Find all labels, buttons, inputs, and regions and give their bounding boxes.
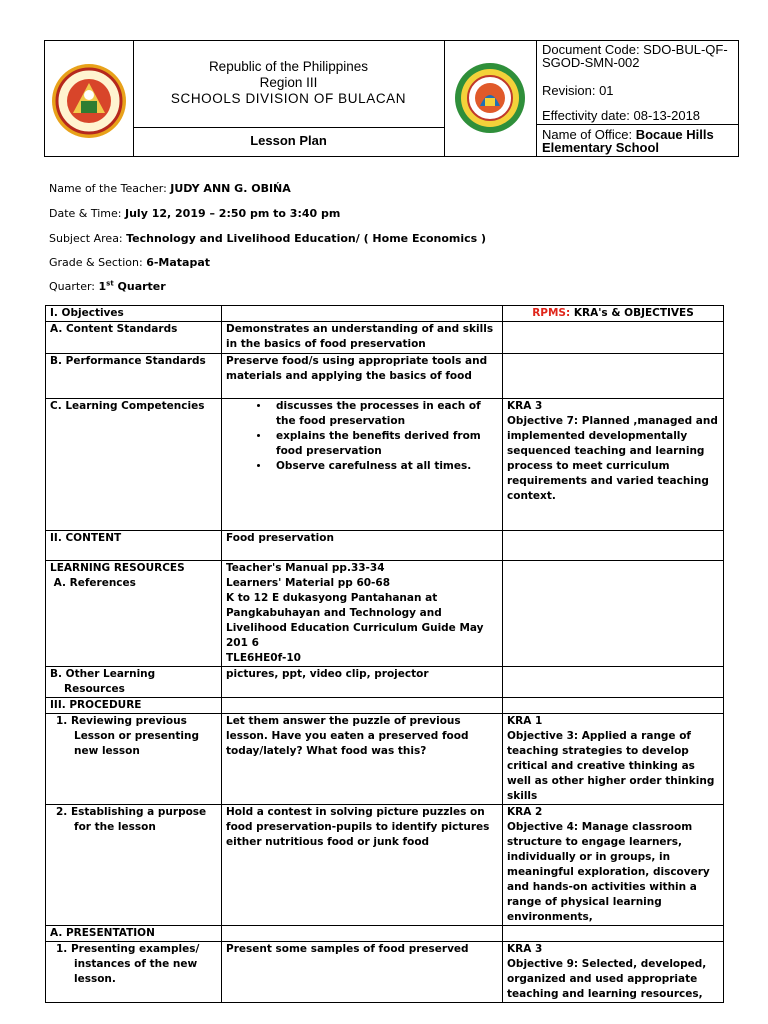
header-divider <box>444 41 445 156</box>
kra-objective: Objective 3: Applied a range of teaching strategies to develop critical and creative thinking as well as other higher order thinking skills <box>507 730 715 802</box>
kra-label: KRA 3 <box>507 400 543 412</box>
procedure-step-2: 2. Establishing a purpose for the lesson <box>46 805 222 926</box>
table-row <box>46 561 724 667</box>
learning-competencies-list <box>222 399 503 531</box>
presentation-heading: A. PRESENTATION <box>46 926 222 942</box>
reference-line: TLE6HE0f-10 <box>226 652 301 664</box>
teacher-label: Name of the Teacher: <box>49 182 171 195</box>
p3-kra-cell <box>503 942 724 1003</box>
datetime-value: July 12, 2019 – 2:50 pm to 3:40 pm <box>125 207 341 220</box>
datetime-label: Date & Time: <box>49 207 125 220</box>
list-item: • discusses the processes in each of the food preservation <box>270 399 498 429</box>
p2-kra-cell <box>503 805 724 926</box>
table-cell <box>503 322 724 354</box>
lesson-plan-table <box>45 305 724 1003</box>
list-item: • Observe carefulness at all times. <box>270 459 498 474</box>
objectives-heading: I. Objectives <box>46 306 222 322</box>
lr-heading: LEARNING RESOURCES <box>50 562 185 574</box>
subject-line <box>49 232 486 245</box>
table-row <box>46 306 724 322</box>
quarter-sup: st <box>106 279 114 288</box>
table-cell <box>503 698 724 714</box>
kra-objective: Objective 9: Selected, developed, organized and used appropriate teaching and learning resources, <box>507 958 707 1000</box>
republic-text: Republic of the Philippines <box>208 59 369 74</box>
table-cell <box>503 561 724 667</box>
teacher-line <box>49 182 291 195</box>
other-resources-label: B. Other Learning Resources <box>46 667 222 698</box>
grade-value: 6-Matapat <box>146 256 211 269</box>
effectivity-date: Effectivity date: 08-13-2018 <box>542 108 701 123</box>
content-standards-label: A. Content Standards <box>46 322 222 354</box>
lc-kra-cell <box>503 399 724 531</box>
header-title <box>137 59 440 107</box>
datetime-line <box>49 207 340 220</box>
office-name <box>542 128 738 154</box>
document-header <box>44 40 739 157</box>
lesson-plan-label: Lesson Plan <box>250 133 327 148</box>
grade-label: Grade & Section: <box>49 256 147 269</box>
content-standards-text: Demonstrates an understanding of and skills in the basics of food preservation <box>222 322 503 354</box>
reference-line: Learners' Material pp 60-68 <box>226 577 391 589</box>
school-seal-logo <box>454 62 526 134</box>
kra-objective: Objective 7: Planned ,managed and implemented developmentally sequenced teaching and learning process to meet curriculum requirements and varied teaching context. <box>507 415 718 502</box>
grade-line <box>49 256 210 269</box>
learning-competencies-label: C. Learning Competencies <box>46 399 222 531</box>
teacher-name: JUDY ANN G. OBIŃA <box>170 182 291 195</box>
rpms-rest: KRA's & OBJECTIVES <box>570 307 694 319</box>
table-row <box>46 714 724 805</box>
list-item: • explains the benefits derived from food preservation <box>270 429 498 459</box>
presentation-step-1: 1. Presenting examples/ instances of the new lesson. <box>46 942 222 1003</box>
header-divider <box>133 127 444 128</box>
table-cell <box>503 926 724 942</box>
learning-resources-label <box>46 561 222 667</box>
references-label: A. References <box>50 577 136 589</box>
table-row <box>46 942 724 1003</box>
references-text <box>222 561 503 667</box>
table-cell <box>503 531 724 561</box>
reference-line: Teacher's Manual pp.33-34 <box>226 562 385 574</box>
procedure-heading: III. PROCEDURE <box>46 698 222 714</box>
table-row <box>46 399 724 531</box>
table-cell <box>503 354 724 399</box>
rpms-heading <box>503 306 724 322</box>
kra-label: KRA 2 <box>507 806 543 818</box>
reference-line: K to 12 E dukasyong Pantahanan at Pangkabuhayan and Technology and Livelihood Education Curriculum Guide May 201 6 <box>226 592 484 649</box>
subject-value: Technology and Livelihood Education/ ( Home Economics ) <box>126 232 487 245</box>
quarter-label: Quarter: <box>49 280 99 293</box>
rpms-label: RPMS: <box>532 307 571 319</box>
procedure-step-1-text: Let them answer the puzzle of previous lesson. Have you eaten a preserved food today/lately? What food was this? <box>222 714 503 805</box>
table-row <box>46 805 724 926</box>
document-code: Document Code: SDO-BUL-QF-SGOD-SMN-002 <box>542 42 728 70</box>
kra-label: KRA 1 <box>507 715 543 727</box>
table-row <box>46 531 724 561</box>
header-divider <box>536 41 537 156</box>
quarter-num: 1 <box>98 280 107 293</box>
kra-label: KRA 3 <box>507 943 543 955</box>
office-value: Bocaue Hills Elementary School <box>542 127 714 155</box>
region-text: Region III <box>259 75 318 90</box>
content-text: Food preservation <box>222 531 503 561</box>
quarter-line <box>49 280 166 293</box>
table-row <box>46 667 724 698</box>
performance-standards-label: B. Performance Standards <box>46 354 222 399</box>
table-row <box>46 354 724 399</box>
header-divider <box>536 124 738 125</box>
performance-standards-text: Preserve food/s using appropriate tools and materials and applying the basics of food <box>222 354 503 399</box>
table-row <box>46 926 724 942</box>
revision: Revision: 01 <box>542 83 614 98</box>
table-row <box>46 698 724 714</box>
division-text: SCHOOLS DIVISION OF BULACAN <box>170 91 407 106</box>
table-cell <box>222 926 503 942</box>
subject-label: Subject Area: <box>49 232 127 245</box>
kra-objective: Objective 4: Manage classroom structure to engage learners, individually or in groups, in meaningful exploration, discovery and hands-on activities within a range of physical learning environments, <box>507 821 710 923</box>
content-label: II. CONTENT <box>46 531 222 561</box>
quarter-rest: Quarter <box>113 280 166 293</box>
table-cell <box>503 667 724 698</box>
other-resources-text: pictures, ppt, video clip, projector <box>222 667 503 698</box>
p1-kra-cell <box>503 714 724 805</box>
presentation-step-1-text: Present some samples of food preserved <box>222 942 503 1003</box>
procedure-step-2-text: Hold a contest in solving picture puzzles on food preservation-pupils to identify pictures either nutritious food or junk food <box>222 805 503 926</box>
table-cell <box>222 698 503 714</box>
division-seal-logo <box>51 63 127 139</box>
quarter-value <box>99 280 166 293</box>
table-cell <box>222 306 503 322</box>
procedure-step-1: 1. Reviewing previous Lesson or presenting new lesson <box>46 714 222 805</box>
table-row <box>46 322 724 354</box>
office-label: Name of Office: <box>542 127 636 142</box>
